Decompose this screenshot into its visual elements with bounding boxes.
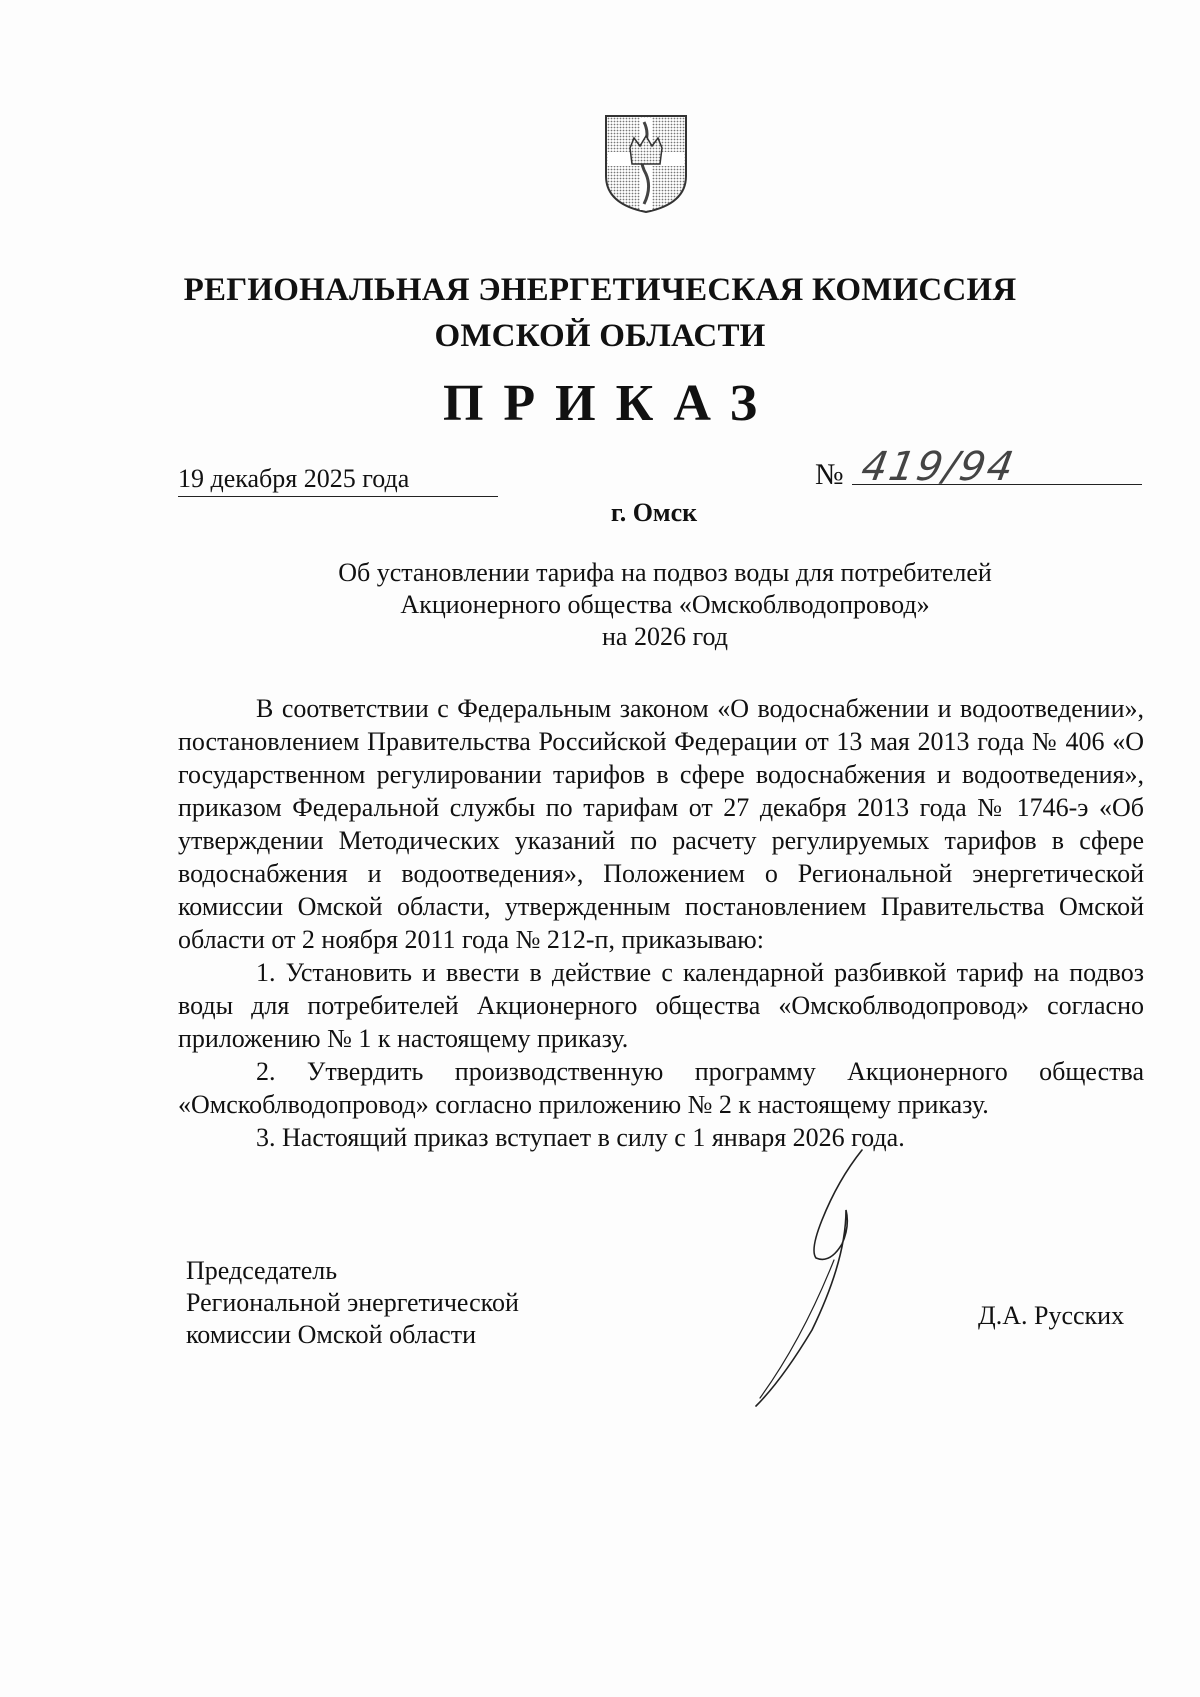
organization-name-line2: ОМСКОЙ ОБЛАСТИ — [434, 318, 766, 354]
document-subject — [0, 557, 1200, 653]
coat-of-arms-icon — [604, 114, 688, 214]
document-type-title: ПРИКАЗ — [442, 375, 778, 432]
position-line: комиссии Омской области — [186, 1320, 476, 1349]
order-item-1: 1. Установить и ввести в действие с календарной разбивкой тариф на подвоз воды для потребителей Акционерного общества «Омскоблводопровод» согласно приложению № 1 к настоящему приказу. — [178, 958, 1144, 1053]
document-number: 419/94 — [857, 444, 1019, 490]
city: г. Омск — [610, 498, 698, 527]
date-underline — [178, 496, 498, 497]
position-line: Региональной энергетической — [186, 1288, 519, 1317]
subject-line: Об установлении тарифа на подвоз воды для потребителей — [338, 558, 992, 587]
number-underline — [852, 484, 1142, 485]
preamble-paragraph: В соответствии с Федеральным законом «О водоснабжении и водоотведении», постановлением Правительства Российской Федерации от 13 мая 2013 года № 406 «О государственном регулировании тарифов в сфере водоснабжения и водоотведения», приказом Федеральной службы по тарифам от 27 декабря 2013 года № 1746-э «Об утверждении Методических указаний по расчету регулируемых тарифов в сфере водоснабжения и водоотведения», Положением о Региональной энергетической комиссии Омской области, утвержденным постановлением Правительства Омской области от 2 ноября 2011 года № 212-п, приказываю: — [178, 694, 1144, 954]
subject-line: на 2026 год — [602, 622, 728, 651]
signatory-name: Д.А. Русских — [978, 1301, 1125, 1330]
number-label: № — [815, 458, 844, 491]
subject-line: Акционерного общества «Омскоблводопровод» — [400, 590, 930, 619]
document-body — [178, 692, 1144, 1154]
order-item-2: 2. Утвердить производственную программу Акционерного общества «Омскоблводопровод» согласно приложению № 2 к настоящему приказу. — [178, 1057, 1144, 1119]
order-item-3: 3. Настоящий приказ вступает в силу с 1 января 2026 года. — [256, 1123, 905, 1152]
position-line: Председатель — [186, 1256, 338, 1285]
handwritten-signature — [742, 1140, 912, 1410]
organization-name-line1: РЕГИОНАЛЬНАЯ ЭНЕРГЕТИЧЕСКАЯ КОМИССИЯ — [183, 272, 1017, 308]
document-date: 19 декабря 2025 года — [178, 464, 410, 493]
signatory-position — [186, 1255, 519, 1351]
